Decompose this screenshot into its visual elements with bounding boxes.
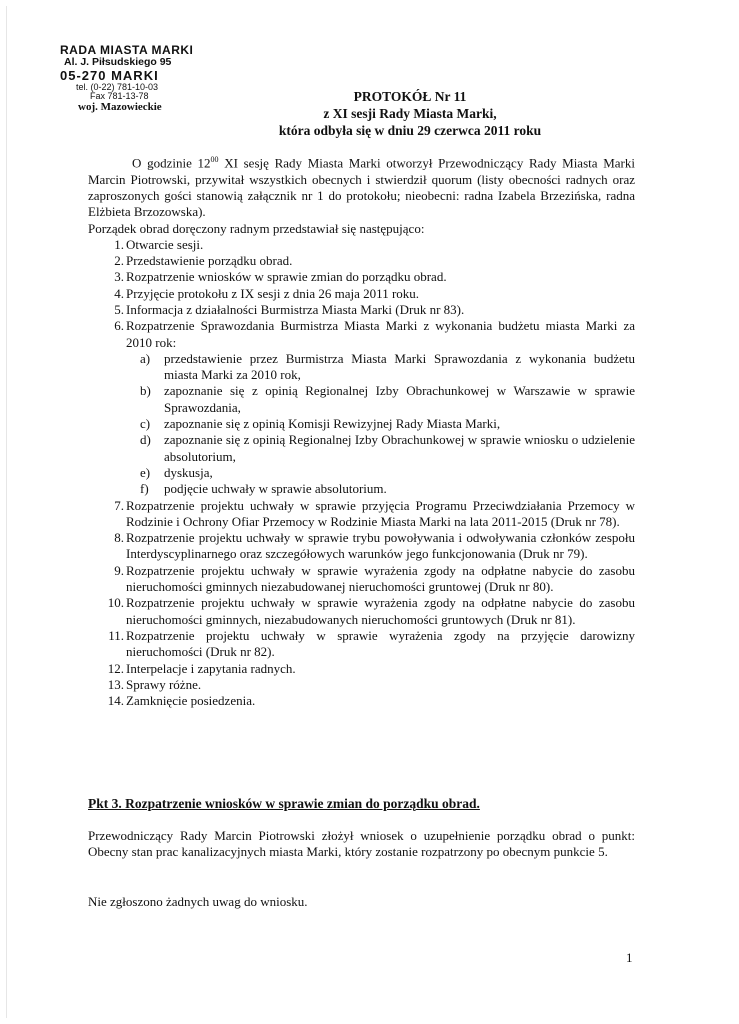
agenda-item-number: 14. (107, 693, 124, 709)
agenda-subitem-letter: d) (140, 432, 151, 448)
scan-edge (6, 6, 7, 1018)
no-comments-paragraph: Nie zgłoszono żadnych uwag do wniosku. (88, 894, 308, 909)
agenda-subitem-letter: c) (140, 416, 151, 432)
agenda-subitem-letter: b) (140, 383, 151, 399)
page-number: 1 (626, 950, 633, 965)
intro-sup: 00 (210, 155, 219, 164)
agenda-subitem-letter: e) (140, 464, 151, 480)
agenda-item (88, 269, 635, 285)
agenda-item-number: 6. (114, 318, 124, 334)
agenda-subitem (126, 416, 635, 432)
agenda-item-number: 12. (107, 660, 124, 676)
agenda-item-number: 5. (114, 302, 124, 317)
agenda-item (88, 498, 635, 531)
intro-prefix: O godzinie 12 (132, 155, 211, 171)
agenda-item (88, 286, 635, 302)
agenda-item-text: Rozpatrzenie projektu uchwały w sprawie trybu powoływania i odwoływania członków zespołu Interdyscyplinarnego oraz szczegółowych warunków jego funkcjonowania (Druk nr 79). (126, 530, 635, 562)
agenda-item (88, 563, 635, 596)
agenda-item-text: Rozpatrzenie projektu uchwały w sprawie wyrażenia zgody na przyjęcie darowizny nieruchomości (Druk nr 82). (126, 627, 635, 660)
agenda-item-number: 13. (107, 676, 124, 692)
agenda-item-number: 11. (108, 627, 124, 643)
agenda-subitem-letter: f) (140, 481, 149, 497)
agenda-item-text: Rozpatrzenie projektu uchwały w sprawie wyrażenia zgody na odpłatne nabycie do zasobu nieruchomości gminnych, niezabudowanych nieruchomości gruntowych (Druk nr 81). (126, 595, 635, 627)
agenda-item-number: 8. (114, 530, 124, 546)
agenda-item-text: Przedstawienie porządku obrad. (126, 253, 293, 269)
agenda-item (88, 237, 635, 253)
agenda-item (88, 530, 635, 563)
agenda-item-text: Zamknięcie posiedzenia. (126, 693, 256, 709)
agenda-item (88, 302, 635, 318)
agenda-intro: Porządek obrad doręczony radnym przedstawiał się następująco: (88, 220, 425, 236)
document-body (88, 152, 635, 709)
stamp-line-2: Al. J. Piłsudskiego 95 (64, 56, 172, 68)
agenda-subitem (126, 383, 635, 416)
agenda-item-text: Przyjęcie protokołu z IX sesji z dnia 26 maja 2011 roku. (126, 285, 420, 301)
intro-text: XI sesję Rady Miasta Marki otworzył Przewodniczący Rady Miasta Marki Marcin Piotrowski, przywitał wszystkich obecnych i stwierdził quorum (listy obecności radnych oraz zaproszonych gości stanowią załącznik nr 1 do protokołu; nieobecni: radna Izabela Brzezińska, radna Elżbieta Brzozowska). (88, 155, 635, 220)
motion-paragraph: Przewodniczący Rady Marcin Piotrowski złożył wniosek o uzupełnienie porządku obrad o punkt: Obecny stan prac kanalizacyjnych miasta Marki, który zostanie rozpatrzony po obecnym punkcie 5. (88, 828, 635, 860)
agenda-subitem (126, 432, 635, 465)
stamp-line-1: RADA MIASTA MARKI (60, 43, 194, 57)
agenda-item-text: Informacja z działalności Burmistrza Miasta Marki (Druk nr 83). (126, 302, 465, 317)
agenda-item (88, 677, 635, 693)
agenda-list (88, 237, 635, 710)
stamp-line-3: 05-270 MARKI (60, 67, 159, 83)
agenda-subitem-letter: a) (140, 350, 151, 366)
stamp-line-4: tel. (0-22) 781-10-03 (76, 81, 159, 92)
agenda-item-text: Interpelacje i zapytania radnych. (126, 660, 296, 676)
agenda-item-text: Rozpatrzenie projektu uchwały w sprawie przyjęcia Programu Przeciwdziałania Przemocy w Rodzinie i Ochrony Ofiar Przemocy w Rodzinie Miasta Marki na lata 2011-2015 (Druk nr 78). (126, 497, 635, 529)
agenda-subitem-text: dyskusja, (164, 464, 213, 480)
document-header (200, 88, 620, 139)
agenda-item-number: 1. (114, 236, 124, 252)
stamp-line-5: Fax 781-13-78 (90, 90, 149, 101)
agenda-subitem (126, 465, 635, 481)
agenda-subitem-text: podjęcie uchwały w sprawie absolutorium. (164, 481, 387, 497)
agenda-item-text: Rozpatrzenie Sprawozdania Burmistrza Miasta Marki z wykonania budżetu miasta Marki za 2010 rok: (126, 318, 635, 350)
document-date-line: która odbyła się w dniu 29 czerwca 2011 roku (278, 123, 542, 138)
agenda-item-text: Rozpatrzenie wniosków w sprawie zmian do porządku obrad. (126, 269, 447, 285)
document-title: PROTOKÓŁ Nr 11 (353, 89, 467, 104)
agenda-subitem-text: zapoznanie się z opinią Regionalnej Izby Obrachunkowej w Warszawie w sprawie Sprawozdania, (164, 383, 635, 415)
stamp-line-6: woj. Mazowieckie (78, 100, 162, 113)
agenda-item-text: Otwarcie sesji. (126, 236, 204, 252)
agenda-subitem (126, 481, 635, 497)
agenda-item-number: 9. (114, 562, 124, 578)
agenda-item (88, 595, 635, 628)
agenda-subitem-text: zapoznanie się z opinią Regionalnej Izby Obrachunkowej w sprawie wniosku o udzielenie absolutorium, (164, 432, 635, 464)
agenda-item-number: 2. (114, 253, 124, 269)
document-subtitle: z XI sesji Rady Miasta Marki, (323, 106, 497, 121)
agenda-item-number: 4. (114, 285, 124, 301)
agenda-item-number: 10. (107, 595, 124, 611)
agenda-sublist (126, 351, 635, 498)
agenda-item-number: 7. (114, 497, 124, 513)
agenda-subitem-text: przedstawienie przez Burmistrza Miasta Marki Sprawozdania z wykonania budżetu miasta Marki za 2010 rok, (164, 350, 635, 383)
agenda-item (88, 318, 635, 497)
intro-paragraph (88, 152, 635, 221)
agenda-item (88, 661, 635, 677)
agenda-item-text: Sprawy różne. (126, 676, 202, 692)
agenda-item-text: Rozpatrzenie projektu uchwały w sprawie wyrażenia zgody na odpłatne nabycie do zasobu nieruchomości gminnych niezabudowanej nieruchomości gruntowej (Druk nr 80). (126, 562, 635, 595)
agenda-item (88, 253, 635, 269)
agenda-subitem (126, 351, 635, 384)
agenda-subitem-text: zapoznanie się z opinią Komisji Rewizyjnej Rady Miasta Marki, (164, 416, 501, 432)
agenda-item-number: 3. (114, 269, 124, 285)
agenda-item (88, 628, 635, 661)
agenda-item (88, 693, 635, 709)
section-heading: Pkt 3. Rozpatrzenie wniosków w sprawie zmian do porządku obrad. (88, 796, 480, 811)
